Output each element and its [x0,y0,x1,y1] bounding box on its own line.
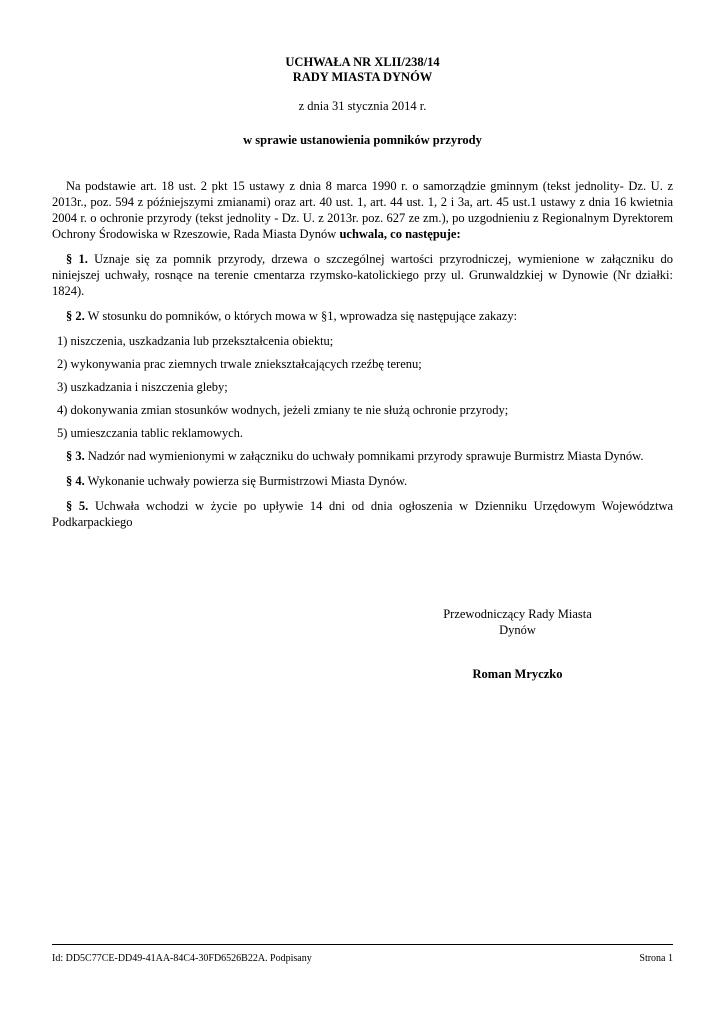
resolution-subject: w sprawie ustanowienia pomników przyrody [243,133,482,147]
section-4-label: § 4. [66,474,85,488]
signer-name: Roman Mryczko [472,667,563,681]
signature-role-line-1: Przewodniczący Rady Miasta [443,607,592,621]
section-1-label: § 1. [66,252,88,266]
section-3-label: § 3. [66,449,85,463]
prohibition-item-2: 2) wykonywania prac ziemnych trwale zniekształcających rzeźbę terenu; [57,357,422,371]
section-2 [52,308,673,324]
section-5-label: § 5. [66,499,89,513]
footer-divider [52,944,673,945]
signature-role-line-2: Dynów [499,623,536,637]
section-5 [52,498,673,530]
title-line-1: UCHWAŁA NR XLII/238/14 [285,55,440,69]
section-2-text: W stosunku do pomników, o których mowa w §1, wprowadza się następujące zakazy: [84,309,518,323]
section-1 [52,251,673,299]
section-3-text: Nadzór nad wymienionymi w załączniku do uchwały pomnikami przyrody sprawuje Burmistrz Miasta Dynów. [84,449,644,463]
prohibition-item-3: 3) uszkadzania i niszczenia gleby; [57,380,228,394]
document-body [52,178,673,539]
section-4-text: Wykonanie uchwały powierza się Burmistrzowi Miasta Dynów. [84,474,408,488]
resolution-title [0,55,725,85]
section-4 [52,473,673,489]
resolution-date: z dnia 31 stycznia 2014 r. [298,99,427,113]
footer-page-number: Strona 1 [639,953,673,964]
section-2-label: § 2. [66,309,85,323]
preamble-text: Na podstawie art. 18 ust. 2 pkt 15 ustawy z dnia 8 marca 1990 r. o samorządzie gminnym (tekst jednolity- Dz. U. z 2013r., poz. 594 z późniejszymi zmianami) oraz art. 40 ust. 1, art. 44 ust. 1, 2 i 3a, art. 45 ust.1 ustawy z dnia 16 kwietnia 2004 r. o ochronie przyrody (tekst jednolity - Dz. U. z 2013r. poz. 627 ze zm.), po uzgodnieniu z Regionalnym Dyrektorem Ochrony Środowiska w Rzeszowie, Rada Miasta Dynów [52,179,673,241]
signature-block [420,606,615,682]
preamble-bold-end: uchwala, co następuje: [339,227,461,241]
title-line-2: RADY MIASTA DYNÓW [292,70,433,84]
prohibition-item-5: 5) umieszczania tablic reklamowych. [57,426,244,440]
section-3 [52,448,673,464]
section-5-text: Uchwała wchodzi w życie po upływie 14 dni od dnia ogłoszenia w Dzienniku Urzędowym Województwa Podkarpackiego [52,499,674,529]
prohibition-item-4: 4) dokonywania zmian stosunków wodnych, jeżeli zmiany te nie służą ochronie przyrody; [57,403,509,417]
section-1-text: Uznaje się za pomnik przyrody, drzewa o szczególnej wartości przyrodniczej, wymienione w załączniku do niniejszej uchwały, rosnące na terenie cmentarza rzymsko-katolickiego przy ul. Grunwaldzkiej w Dynowie (Nr działki: 1824). [52,252,674,298]
prohibition-item-1: 1) niszczenia, uszkadzania lub przekształcenia obiektu; [57,334,334,348]
preamble [52,178,673,242]
footer-document-id: Id: DD5C77CE-DD49-41AA-84C4-30FD6526B22A. Podpisany [52,953,312,964]
